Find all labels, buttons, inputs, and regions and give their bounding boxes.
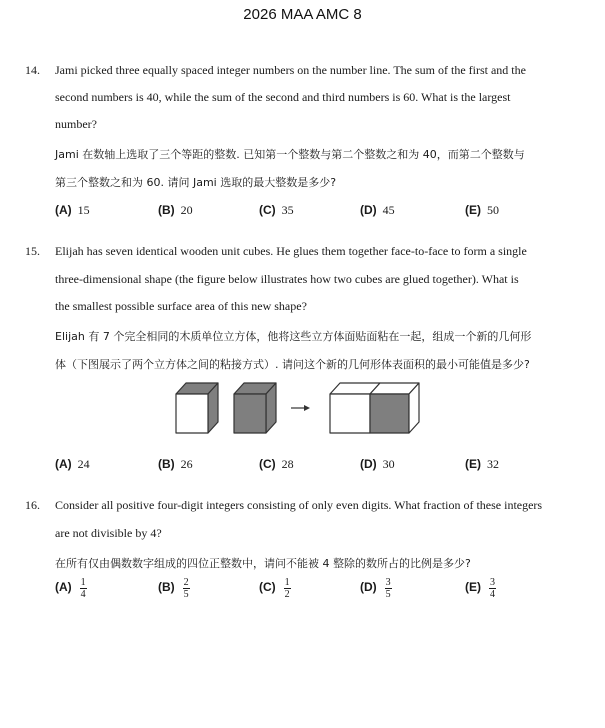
problem-text-line: three-dimensional shape (the figure below illustrates how two cubes are glued together). What is xyxy=(55,272,519,286)
answer-choice-c[interactable]: (C) 35 xyxy=(259,203,294,217)
answer-choice-e[interactable]: (E) 32 xyxy=(465,457,499,471)
answer-choice-a[interactable]: (A) $\frac{1}{4}$ xyxy=(55,577,86,600)
answer-choice-c[interactable]: (C) $\frac{1}{2}$ xyxy=(259,577,290,600)
problem-text-line: Consider all positive four-digit integers consisting of only even digits. What fraction of these integers xyxy=(55,498,543,512)
problem-text-line-chinese: 在所有仅由偶数数字组成的四位正整数中，请问不能被 4 整除的数所占的比例是多少? xyxy=(55,557,471,570)
problem-text-line-chinese: Jami 在数轴上选取了三个等距的整数. 已知第一个整数与第二个整数之和为 40，而第二个整数与 xyxy=(55,148,525,161)
answer-choice-d[interactable]: (D) 45 xyxy=(360,203,395,217)
cube-gluing-figure xyxy=(170,378,420,436)
fraction: $\frac{3}{5}$ xyxy=(385,577,391,600)
answer-choice-e[interactable]: (E) 50 xyxy=(465,203,499,217)
problem-text-line-chinese: Elijah 有 7 个完全相同的木质单位立方体，他将这些立方体面贴面粘在一起，组成一个新的几何形 xyxy=(55,330,532,343)
cube-shaded xyxy=(234,383,276,433)
answer-choice-d[interactable]: (D) 30 xyxy=(360,457,395,471)
answer-choice-d[interactable]: (D) $\frac{3}{5}$ xyxy=(360,577,391,600)
answer-choice-b[interactable]: (B) $\frac{2}{5}$ xyxy=(158,577,189,600)
fraction: $\frac{1}{4}$ xyxy=(80,577,86,600)
problem-text-line: are not divisible by 4? xyxy=(55,526,162,540)
problem-text-line: Elijah has seven identical wooden unit cubes. He glues them together face-to-face to form a single xyxy=(55,244,527,258)
answer-choice-e[interactable]: (E) $\frac{3}{4}$ xyxy=(465,577,495,600)
answer-choice-b[interactable]: (B) 20 xyxy=(158,203,193,217)
problem-text-line: second numbers is 40, while the sum of the second and third numbers is 60. What is the largest xyxy=(55,90,511,104)
cube-shaded-top-side xyxy=(176,383,218,433)
problem-text-line: number? xyxy=(55,117,97,131)
problem-text-line-chinese: 体（下图展示了两个立方体之间的粘接方式）. 请问这个新的几何形体表面积的最小可能值是多少? xyxy=(55,358,530,371)
answer-choice-a[interactable]: (A) 24 xyxy=(55,457,90,471)
arrow-right-icon xyxy=(291,405,310,411)
page-title: 2026 MAA AMC 8 xyxy=(243,6,362,23)
answer-choice-c[interactable]: (C) 28 xyxy=(259,457,294,471)
fraction: $\frac{3}{4}$ xyxy=(490,577,495,600)
answer-choice-a[interactable]: (A) 15 xyxy=(55,203,90,217)
problem-text-line: the smallest possible surface area of this new shape? xyxy=(55,299,307,313)
problem-number: 15. xyxy=(25,244,40,258)
glued-cubes xyxy=(330,383,419,433)
problem-number: 14. xyxy=(25,63,40,77)
answer-choice-b[interactable]: (B) 26 xyxy=(158,457,193,471)
fraction: $\frac{1}{2}$ xyxy=(284,577,290,600)
problem-number: 16. xyxy=(25,498,40,512)
problem-text-line-chinese: 第三个整数之和为 60. 请问 Jami 选取的最大整数是多少? xyxy=(55,176,337,189)
fraction: $\frac{2}{5}$ xyxy=(183,577,189,600)
problem-text-line: Jami picked three equally spaced integer numbers on the number line. The sum of the first and the xyxy=(55,63,526,77)
